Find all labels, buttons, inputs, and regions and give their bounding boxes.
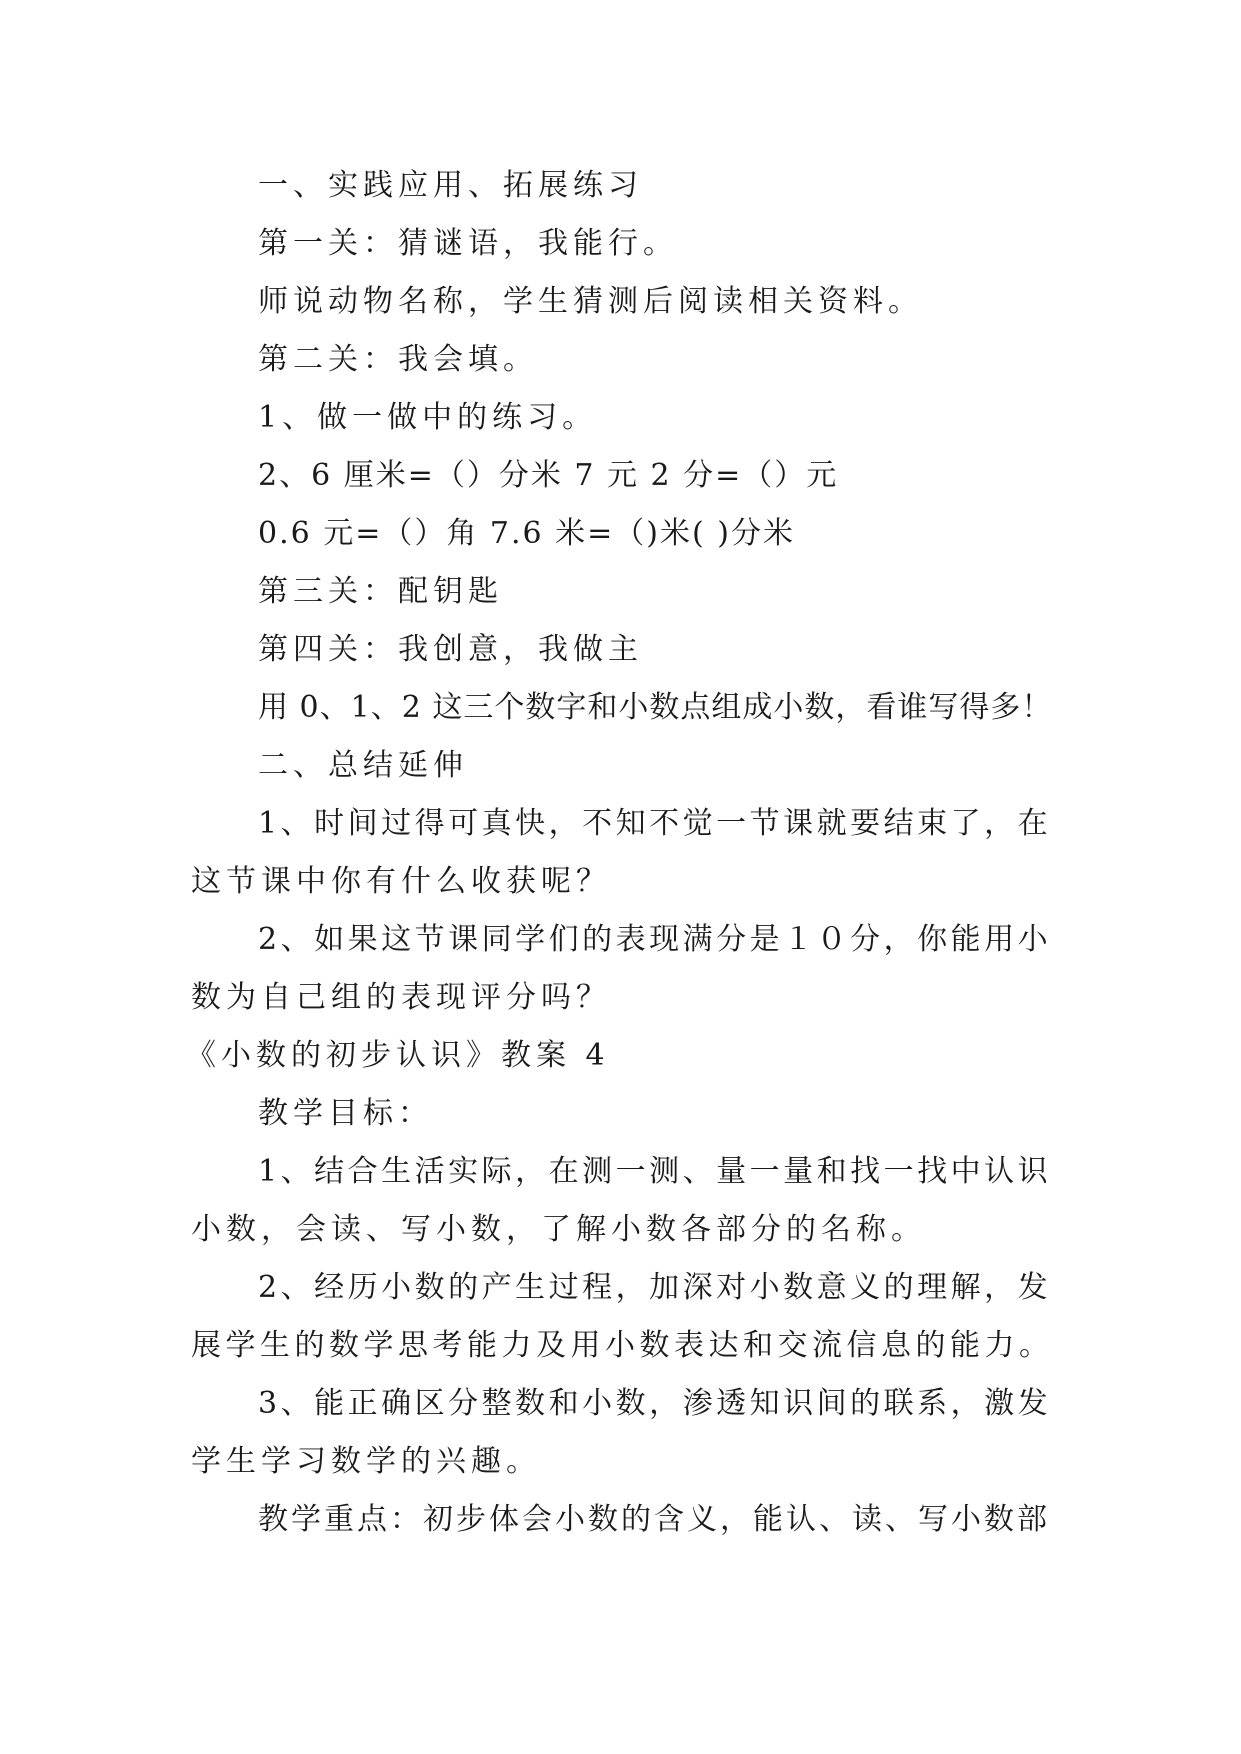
section-heading-practice: 一、实践应用、拓展练习 xyxy=(258,168,643,203)
level-two-title: 第二关：我会填。 xyxy=(258,342,538,377)
paragraph-line: 展学生的数学思考能力及用小数表达和交流信息的能力。 xyxy=(191,1328,1054,1363)
lesson-plan-title: 《小数的初步认识》教案 4 xyxy=(186,1038,610,1073)
paragraph-line: 2、如果这节课同学们的表现满分是１０分，你能用小 xyxy=(258,922,1052,957)
paragraph-line: 小数，会读、写小数，了解小数各部分的名称。 xyxy=(191,1212,926,1247)
paragraph-line: 师说动物名称，学生猜测后阅读相关资料。 xyxy=(258,284,923,319)
paragraph-line: 学生学习数学的兴趣。 xyxy=(191,1444,541,1479)
level-three-title: 第三关：配钥匙 xyxy=(258,574,503,609)
exercise-item: 2、6 厘米=（）分米 7 元 2 分=（）元 xyxy=(258,458,839,493)
teaching-goals-heading: 教学目标： xyxy=(258,1096,433,1131)
teaching-focus-line: 教学重点：初步体会小数的含义，能认、读、写小数部 xyxy=(258,1502,1050,1537)
section-heading-summary: 二、总结延伸 xyxy=(258,748,468,783)
paragraph-line: 1、结合生活实际，在测一测、量一量和找一找中认识 xyxy=(258,1154,1052,1189)
exercise-item: 1、做一做中的练习。 xyxy=(258,400,598,435)
paragraph-line: 1、时间过得可真快，不知不觉一节课就要结束了，在 xyxy=(258,806,1052,841)
paragraph-line: 这节课中你有什么收获呢？ xyxy=(191,864,611,899)
level-four-title: 第四关：我创意，我做主 xyxy=(258,632,643,667)
paragraph-line: 3、能正确区分整数和小数，渗透知识间的联系，激发 xyxy=(258,1386,1052,1421)
paragraph-line: 用 0、1、2 这三个数字和小数点组成小数，看谁写得多！ xyxy=(258,690,1053,725)
exercise-item: 0.6 元=（）角 7.6 米=（)米( )分米 xyxy=(258,516,795,551)
level-one-title: 第一关：猜谜语，我能行。 xyxy=(258,226,678,261)
paragraph-line: 数为自己组的表现评分吗？ xyxy=(191,980,611,1015)
paragraph-line: 2、经历小数的产生过程，加深对小数意义的理解，发 xyxy=(258,1270,1052,1305)
